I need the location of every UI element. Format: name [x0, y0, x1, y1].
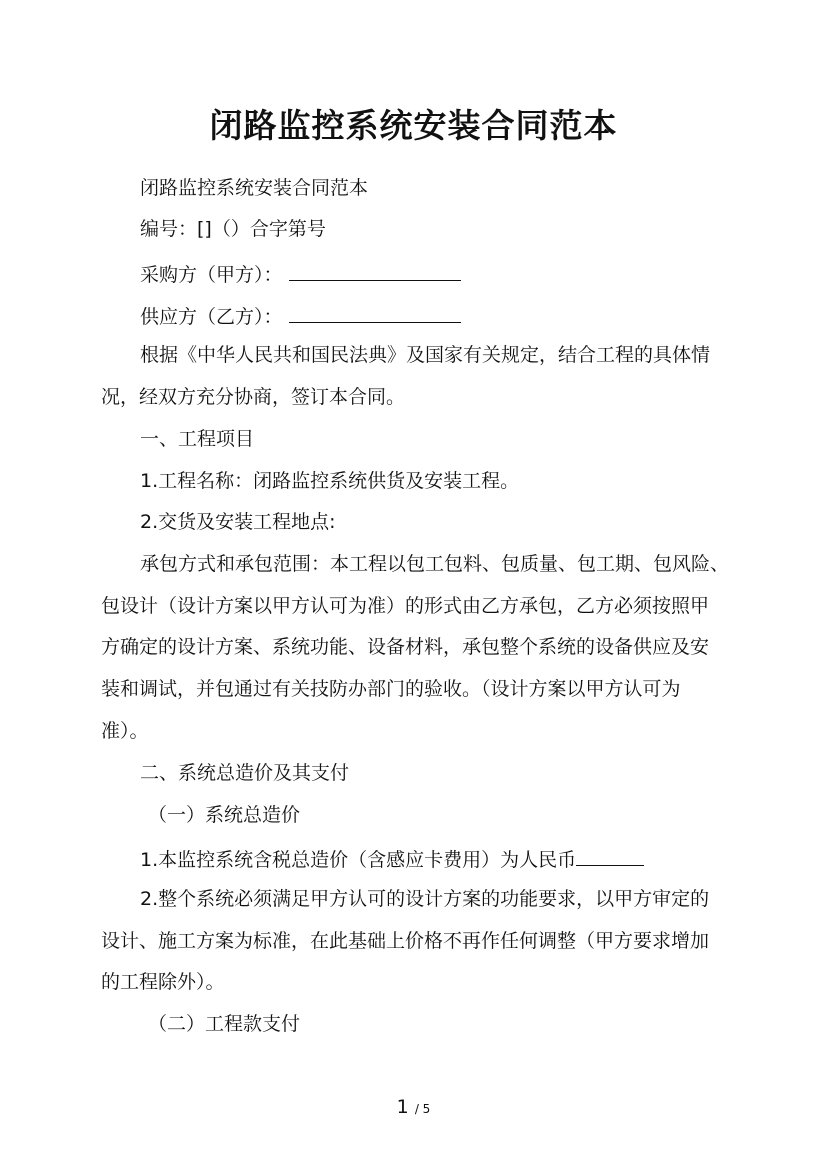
document-title: 闭路监控系统安装合同范本 [209, 106, 618, 145]
total-price-blank [576, 845, 644, 866]
price-requirement-line: 2.整个系统必须满足甲方认可的设计方案的功能要求，以甲方审定的 [140, 888, 710, 910]
supplier-line [140, 302, 461, 329]
scope-line: 准）。 [101, 720, 149, 742]
total-price-line [140, 845, 644, 872]
page-number [0, 1096, 827, 1118]
total-price-text: 1.本监控系统含税总造价（含感应卡费用）为人民币 [140, 849, 577, 871]
project-name-item: 1.工程名称：闭路监控系统供货及安装工程。 [140, 470, 520, 492]
supplier-label: 供应方（乙方）： [140, 306, 283, 328]
section1-heading: 一、工程项目 [140, 428, 255, 450]
supplier-blank [289, 302, 461, 323]
buyer-label: 采购方（甲方）： [140, 264, 283, 286]
page-current: 1 [396, 1096, 409, 1118]
price-requirement-line: 设计、施工方案为标准，在此基础上价格不再作任何调整（甲方要求增加 [101, 930, 710, 952]
project-location-item: 2.交货及安装工程地点: [140, 511, 336, 533]
subsection-payment-heading: （二）工程款支付 [148, 1013, 301, 1035]
scope-line: 包设计（设计方案以甲方认可为准）的形式由乙方承包，乙方必须按照甲 [101, 595, 710, 617]
buyer-blank [289, 260, 461, 281]
preamble-line: 况，经双方充分协商，签订本合同。 [101, 386, 406, 408]
scope-line: 方确定的设计方案、系统功能、设备材料，承包整个系统的设备供应及安 [101, 636, 710, 658]
subsection-total-price-heading: （一）系统总造价 [148, 804, 301, 826]
document-subtitle: 闭路监控系统安装合同范本 [140, 177, 369, 199]
page-total: / 5 [414, 1102, 431, 1116]
contract-number-line: 编号：[]（）合字第号 [140, 218, 326, 240]
buyer-line [140, 260, 461, 287]
scope-line: 装和调试，并包通过有关技防办部门的验收。（设计方案以甲方认可为 [101, 678, 681, 700]
preamble-line: 根据《中华人民共和国民法典》及国家有关规定，结合工程的具体情 [140, 344, 711, 366]
scope-line: 承包方式和承包范围：本工程以包工包料、包质量、包工期、包风险、 [140, 553, 730, 575]
section2-heading: 二、系统总造价及其支付 [140, 762, 350, 784]
price-requirement-line: 的工程除外）。 [101, 971, 225, 993]
